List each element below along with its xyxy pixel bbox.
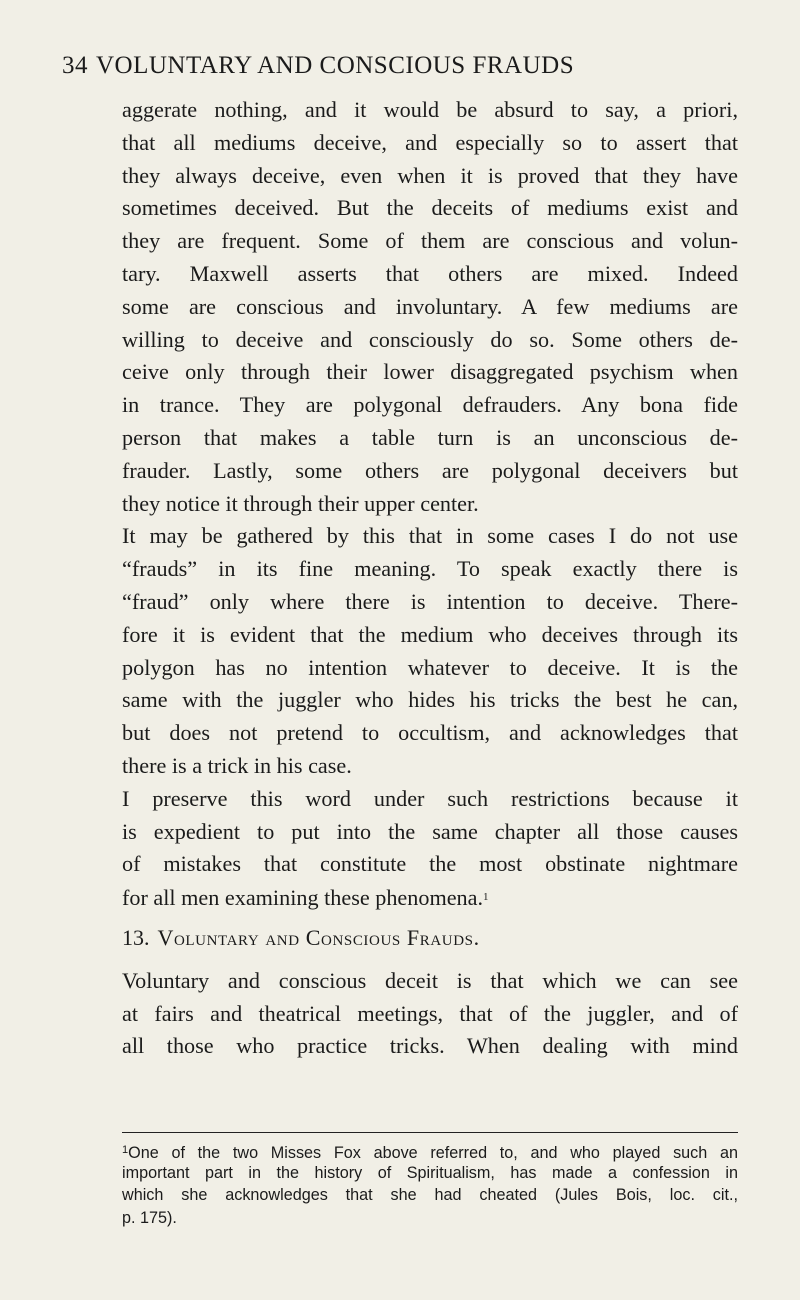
text-line: same with the juggler who hides his tricks the best he can,: [122, 687, 738, 713]
text-line: for all men examining these phenomena.$^1$: [122, 885, 489, 911]
paragraph-3: [122, 783, 738, 914]
footnote-reference: 1: [483, 891, 489, 904]
text-line: polygon has no intention whatever to deceive. It is the: [122, 654, 738, 680]
text-line: of mistakes that constitute the most obstinate nightmare: [122, 851, 738, 877]
footnote-line: $^1$One of the two Misses Fox above referred to, and who played such an: [122, 1144, 738, 1162]
text-line: ceive only through their lower disaggregated psychism when: [122, 359, 738, 385]
text-line: they are frequent. Some of them are conscious and volun-: [122, 228, 738, 254]
text-line: all those who practice tricks. When dealing with mind: [122, 1033, 738, 1059]
text-line: but does not pretend to occultism, and acknowledges that: [122, 720, 738, 746]
paragraph-2: [122, 520, 738, 782]
text-line: Voluntary and conscious deceit is that which we can see: [122, 967, 738, 993]
text-line: fore it is evident that the medium who deceives through its: [122, 621, 738, 647]
text-line: willing to deceive and consciously do so. Some others de-: [122, 326, 738, 352]
text-line: that all mediums deceive, and especially so to assert that: [122, 129, 738, 155]
footnotes: [122, 1139, 738, 1229]
text-line: in trance. They are polygonal defrauders. Any bona fide: [122, 392, 738, 418]
text-line: “fraud” only where there is intention to deceive. There-: [122, 588, 738, 614]
text-line: sometimes deceived. But the deceits of mediums exist and: [122, 195, 738, 221]
footnote-divider: [122, 1132, 738, 1133]
text-line: at fairs and theatrical meetings, that of the juggler, and of: [122, 1000, 738, 1026]
text-line: is expedient to put into the same chapter all those causes: [122, 818, 738, 844]
footnote-line: p. 175).: [122, 1208, 177, 1227]
section-title: Voluntary and Conscious Frauds.: [157, 924, 480, 950]
page-number: 34: [62, 52, 88, 79]
text-line: It may be gathered by this that in some cases I do not use: [122, 523, 738, 549]
text-line: there is a trick in his case.: [122, 752, 352, 778]
running-head: [62, 52, 742, 80]
paragraph-1: [122, 94, 738, 520]
text-line: some are conscious and involuntary. A few mediums are: [122, 293, 738, 319]
text-line: I preserve this word under such restrictions because it: [122, 785, 738, 811]
text-line: they notice it through their upper center.: [122, 490, 479, 516]
text-line: “frauds” in its fine meaning. To speak exactly there is: [122, 556, 738, 582]
footnote-line: which she acknowledges that she had cheated (Jules Bois, loc. cit.,: [122, 1186, 738, 1204]
section-number: 13.: [122, 924, 150, 950]
section-heading: [122, 922, 738, 955]
text-line: frauder. Lastly, some others are polygonal deceivers but: [122, 457, 738, 483]
text-line: person that makes a table turn is an unconscious de-: [122, 424, 738, 450]
body-text: [122, 94, 738, 1063]
running-head-title: VOLUNTARY AND CONSCIOUS FRAUDS: [96, 52, 575, 79]
text-line: they always deceive, even when it is proved that they have: [122, 162, 738, 188]
text-line: tary. Maxwell asserts that others are mixed. Indeed: [122, 260, 738, 286]
footnote-mark: 1: [122, 1144, 129, 1156]
text-line: aggerate nothing, and it would be absurd to say, a priori,: [122, 97, 738, 122]
paragraph-4: [122, 965, 738, 1063]
footnote-line: important part in the history of Spiritualism, has made a confession in: [122, 1163, 738, 1182]
